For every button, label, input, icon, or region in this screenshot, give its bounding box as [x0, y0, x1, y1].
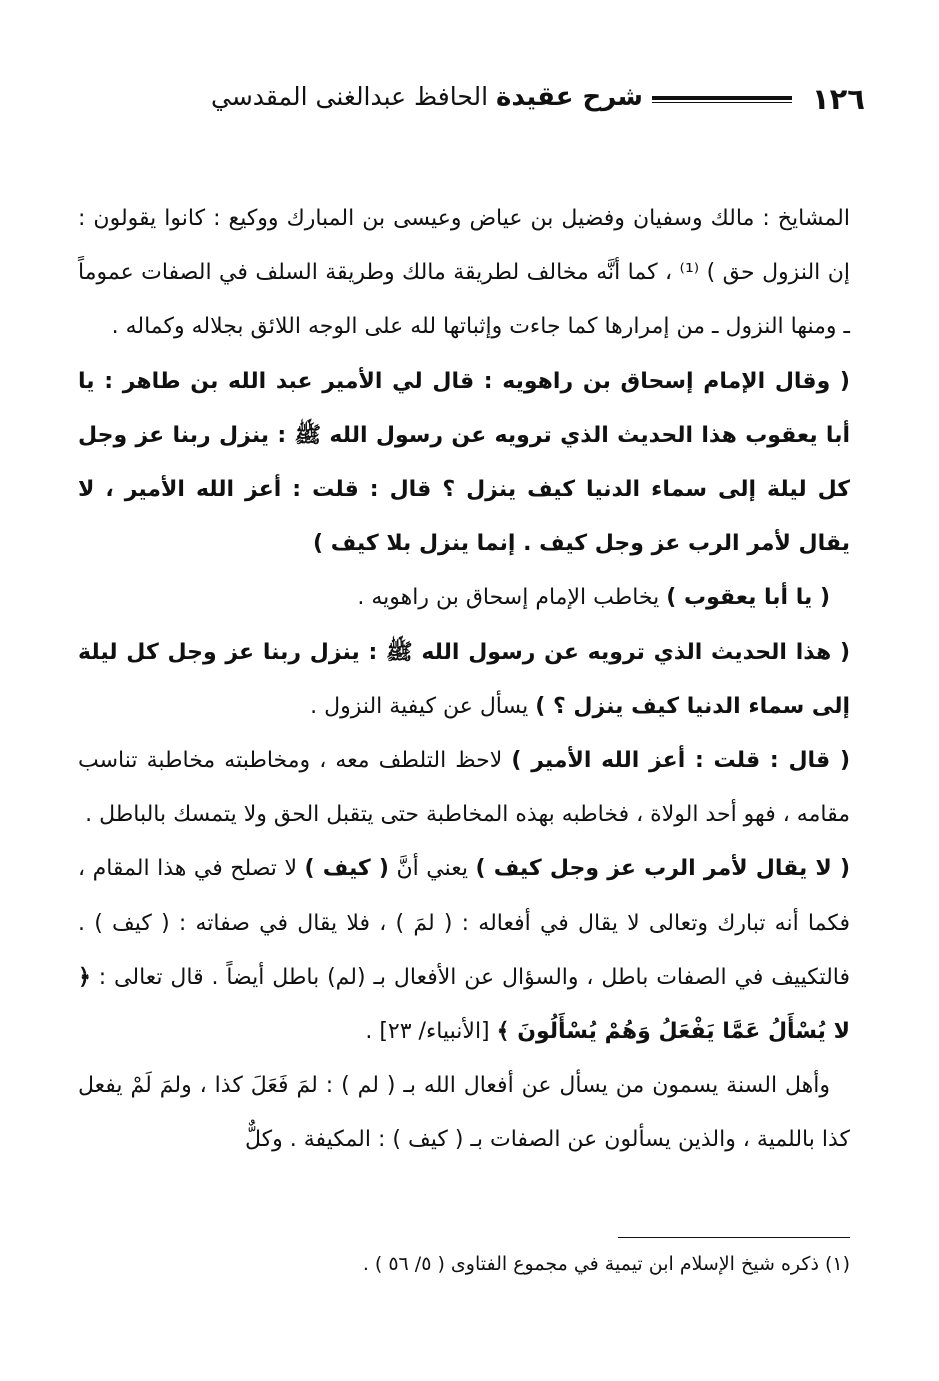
paragraph-6	[78, 842, 850, 1059]
paragraph-4-bold: ( هذا الحديث الذي ترويه عن رسول الله ﷺ : ينزل ربنا عز وجل كل ليلة إلى سماء الدنيا كيف ينزل ؟ )	[78, 639, 850, 719]
paragraph-5-rest: لاحظ التلطف معه ، ومخاطبته مخاطبة تناسب مقامه ، فهو أحد الولاة ، فخاطبه بهذه المخاطبة حتى يتقبل الحق ولا يتمسك بالباطل .	[78, 748, 850, 828]
paragraph-5-bold: ( قال : قلت : أعز الله الأمير )	[511, 748, 851, 774]
paragraph-6-mid-1: يعني أنَّ	[396, 856, 468, 882]
paragraph-1: المشايخ : مالك وسفيان وفضيل بن عياض وعيسى بن المبارك ووكيع : كانوا يقولون : إن النزول حق ) ⁽¹⁾ ، كما أنَّه مخالف لطريقة مالك وطريقة السلف في الصفات عموماً ـ ومنها النزول ـ من إمرارها كما جاءت وإثباتها لله على الوجه اللائق بجلاله وكماله .	[78, 206, 850, 340]
page-number: ١٢٦	[811, 82, 865, 116]
running-title-bold: شرح عقيدة	[496, 82, 643, 112]
ayah-reference: [الأنبياء/ ٢٣] .	[365, 1019, 490, 1045]
paragraph-7-text: وأهل السنة يسمون من يسأل عن أفعال الله بـ ( لم ) : لمَ فَعَلَ كذا ، ولمَ لَمْ يفعل كذا باللمية ، والذين يسألون عن الصفات بـ ( كيف ) : المكيفة . وكلٌّ	[78, 1073, 850, 1153]
paragraph-6-mid-2: لا تصلح في هذا المقام ، فكما أنه تبارك وتعالى لا يقال في أفعاله : ( لمَ ) ، فلا يقال في صفاته : ( كيف ) . فالتكييف في الصفات باطل ، والسؤال عن الأفعال بـ (لم) باطل أيضاً . قال تعالى :	[78, 856, 850, 990]
paragraph-4	[78, 626, 850, 734]
paragraph-4-rest: يسأل عن كيفية النزول .	[310, 693, 529, 719]
paragraph-5	[78, 734, 850, 842]
paragraph-3-rest: يخاطب الإمام إسحاق بن راهويه .	[357, 585, 660, 611]
paragraph-6-bold-2: ( كيف )	[304, 856, 389, 882]
page-header	[75, 72, 865, 132]
paragraph-2-quote: ( وقال الإمام إسحاق بن راهويه : قال لي الأمير عبد الله بن طاهر : يا أبا يعقوب هذا الحديث الذي ترويه عن رسول الله ﷺ : ينزل ربنا عز وجل كل ليلة إلى سماء الدنيا كيف ينزل ؟ قال : قلت : أعز الله الأمير ، لا يقال لأمر الرب عز وجل كيف . إنما ينزل بلا كيف )	[78, 368, 850, 557]
header-rule	[652, 96, 792, 103]
quran-ayah: ﴿ لا يُسْأَلُ عَمَّا يَفْعَلُ وَهُمْ يُسْأَلُونَ ﴾	[78, 964, 850, 1045]
running-title-rest: الحافظ عبدالغنى المقدسي	[210, 82, 489, 111]
paragraph-3-bold: ( يا أبا يعقوب )	[666, 585, 830, 611]
running-title	[211, 82, 643, 112]
paragraph-3	[78, 571, 850, 625]
paragraph-6-bold-1: ( لا يقال لأمر الرب عز وجل كيف )	[475, 856, 850, 882]
footnote-rule	[618, 1237, 850, 1238]
footnote: (١) ذكره شيخ الإسلام ابن تيمية في مجموع الفتاوى ( ٥/ ٥٦ ) .	[362, 1253, 850, 1275]
paragraph-7	[78, 1059, 850, 1167]
body-text	[78, 192, 850, 1168]
